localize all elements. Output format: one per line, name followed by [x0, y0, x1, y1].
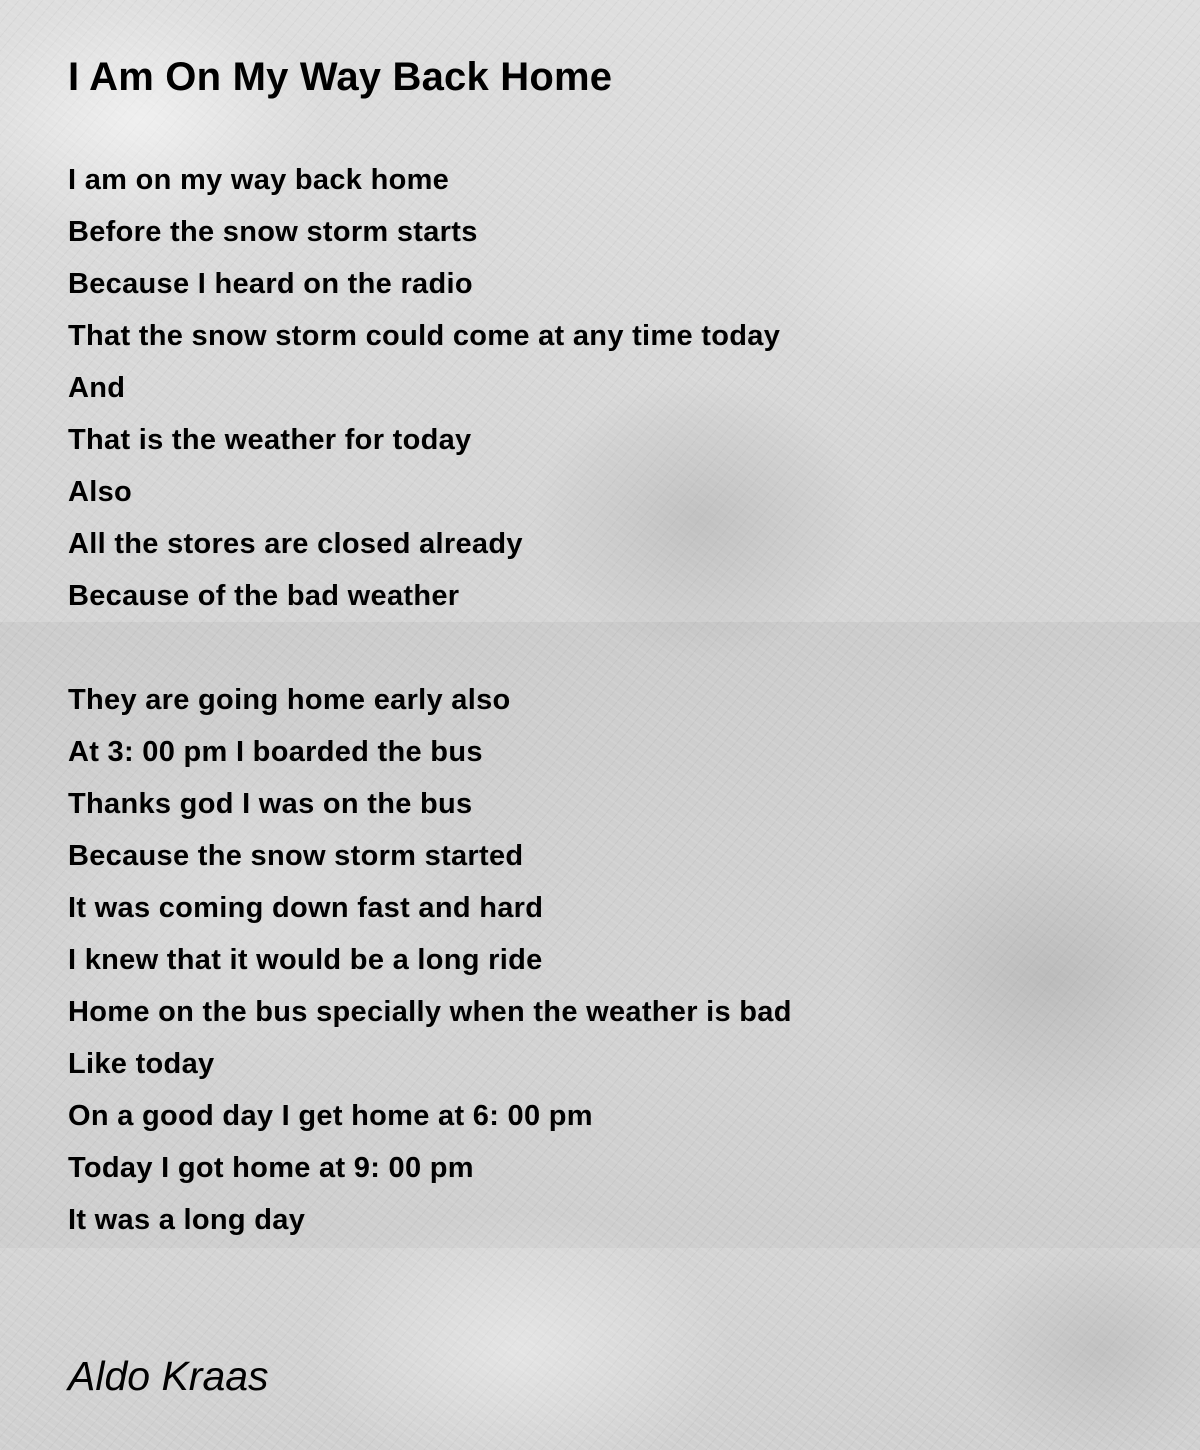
poem-line: I am on my way back home — [68, 164, 450, 196]
poem-line: It was coming down fast and hard — [68, 892, 544, 924]
poem-line: They are going home early also — [68, 684, 511, 716]
poem-line: Because the snow storm started — [68, 840, 524, 872]
poem-title: I Am On My Way Back Home — [68, 55, 613, 99]
poem-author: Aldo Kraas — [68, 1353, 269, 1399]
poem-line: That is the weather for today — [68, 424, 472, 456]
poem-line: Today I got home at 9: 00 pm — [68, 1152, 474, 1184]
poem-line: On a good day I get home at 6: 00 pm — [68, 1100, 593, 1132]
poem-line: Also — [68, 476, 133, 508]
poem-line: Because I heard on the radio — [68, 268, 473, 300]
poem-line: Home on the bus specially when the weather is bad — [68, 996, 792, 1028]
poem-line: I knew that it would be a long ride — [68, 944, 543, 976]
poem-line: Like today — [68, 1048, 215, 1080]
poem-line: All the stores are closed already — [68, 528, 523, 560]
poem-line: At 3: 00 pm I boarded the bus — [68, 736, 483, 768]
stanza-1 — [68, 154, 780, 622]
poem-line: Before the snow storm starts — [68, 216, 478, 248]
poem-line: Because of the bad weather — [68, 580, 460, 612]
poem-line: And — [68, 372, 126, 404]
stanza-2 — [68, 674, 792, 1246]
poem-line: That the snow storm could come at any time today — [68, 320, 781, 352]
poem-line: It was a long day — [68, 1204, 306, 1236]
poem-line: Thanks god I was on the bus — [68, 788, 473, 820]
